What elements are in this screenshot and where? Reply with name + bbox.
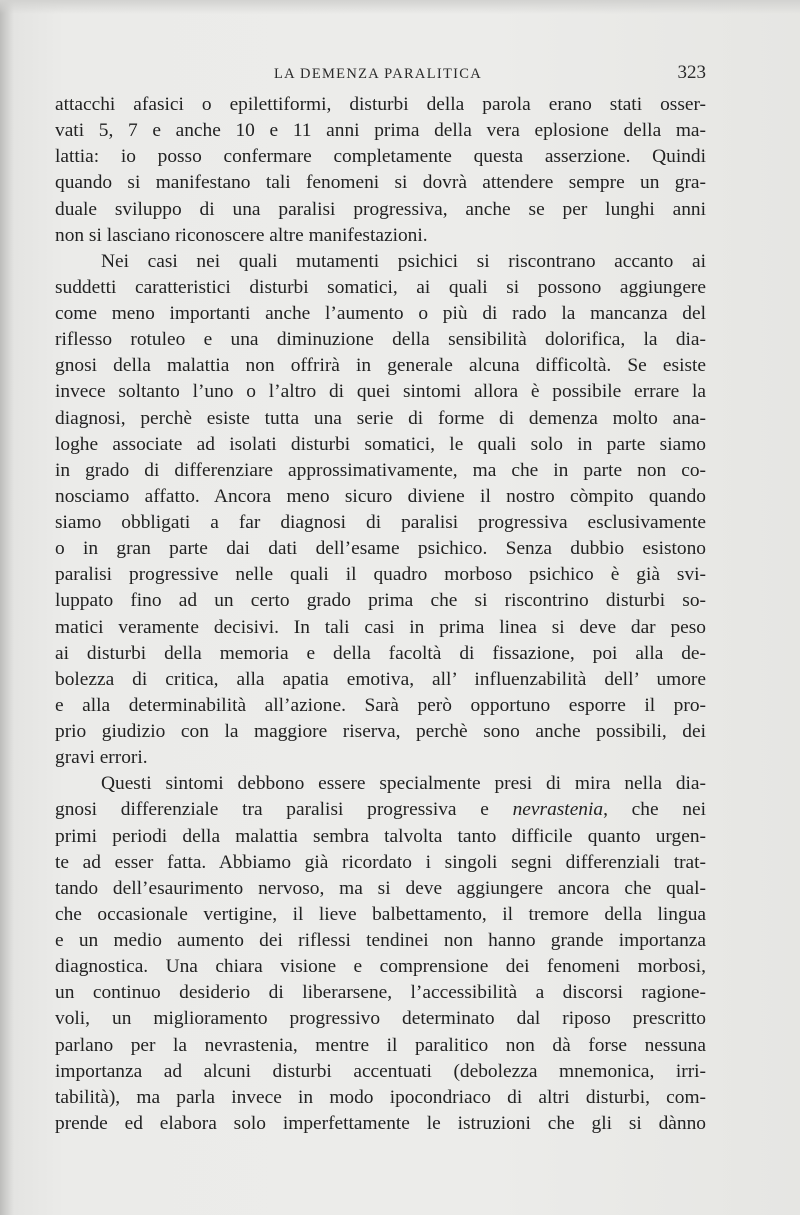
text-line: primi periodi della malattia sembra talvolta tanto difficile quanto urgen- — [55, 825, 706, 847]
text-line: non si lasciano riconoscere altre manifestazioni. — [55, 224, 428, 246]
text-line: te ad esser fatta. Abbiamo già ricordato i singoli segni differenziali trat- — [55, 851, 706, 873]
text-line: bolezza di critica, alla apatia emotiva, all’ influenzabilità dell’ umore — [55, 668, 706, 690]
text-line: invece soltanto l’uno o l’altro di quei sintomi allora è possibile errare la — [55, 381, 706, 403]
text-line: e un medio aumento dei riflessi tendinei non hanno grande importanza — [55, 930, 706, 951]
text-line: importanza ad alcuni disturbi accentuati (debolezza mnemonica, irri- — [55, 1060, 706, 1082]
text-line: quando si manifestano tali fenomeni si dovrà attendere sempre un gra- — [55, 172, 706, 194]
text-run: gnosi differenziale tra paralisi progressiva e — [55, 799, 513, 821]
paragraph-first-line: Questi sintomi debbono essere specialmente presi di mira nella dia- — [101, 773, 706, 795]
text-line: parlano per la nevrastenia, mentre il paralitico non dà forse nessuna — [55, 1034, 706, 1056]
text-line: diagnosi, perchè esiste tutta una serie di forme di demenza molto ana- — [55, 407, 706, 429]
text-line: gnosi della malattia non offrirà in generale alcuna difficoltà. Se esiste — [55, 355, 706, 377]
text-line: prende ed elabora solo imperfettamente le istruzioni che gli si dànno — [55, 1112, 706, 1134]
page-edge-shadow — [0, 0, 14, 1215]
text-line: siamo obbligati a far diagnosi di paralisi progressiva esclusivamente — [55, 512, 706, 533]
text-line: tando dell’esaurimento nervoso, ma si deve aggiungere ancora che qual- — [55, 877, 706, 899]
text-line: ai disturbi della memoria e della facoltà di fissazione, poi alla de- — [55, 642, 706, 664]
text-line: come meno importanti anche l’aumento o più di rado la mancanza del — [55, 303, 706, 324]
text-line: in grado di differenziare approssimativamente, ma che in parte non co- — [55, 459, 706, 481]
text-line: diagnostica. Una chiara visione e comprensione dei fenomeni morbosi, — [55, 956, 706, 978]
body-text — [55, 92, 706, 1137]
text-line: duale sviluppo di una paralisi progressiva, anche se per lunghi anni — [55, 198, 706, 220]
text-line: o in gran parte dai dati dell’esame psichico. Senza dubbio esistono — [55, 538, 706, 560]
text-line: tabilità), ma parla invece in modo ipocondriaco di altri disturbi, com- — [55, 1086, 706, 1108]
text-line: e alla determinabilità all’azione. Sarà però opportuno esporre il pro- — [55, 694, 706, 716]
text-line: prio giudizio con la maggiore riserva, perchè sono anche possibili, dei — [55, 721, 706, 742]
text-line: un continuo desiderio di liberarsene, l’accessibilità a discorsi ragione- — [55, 982, 706, 1004]
paragraph-first-line: Nei casi nei quali mutamenti psichici si riscontrano accanto ai — [101, 250, 706, 272]
text-line: loghe associate ad isolati disturbi somatici, le quali solo in parte siamo — [55, 433, 706, 455]
text-line: gravi errori. — [55, 747, 148, 769]
text-line: vati 5, 7 e anche 10 e 11 anni prima della vera eplosione della ma- — [55, 120, 706, 142]
text-line: nosciamo affatto. Ancora meno sicuro diviene il nostro còmpito quando — [55, 485, 706, 507]
page-number: 323 — [677, 62, 706, 83]
italic-term: nevrastenia — [512, 799, 604, 821]
text-line: riflesso rotuleo e una diminuzione della sensibilità dolorifica, la dia- — [55, 329, 706, 351]
page-header — [55, 62, 706, 86]
text-line: attacchi afasici o epilettiformi, disturbi della parola erano stati osser- — [55, 94, 706, 115]
text-line: voli, un miglioramento progressivo determinato dal riposo prescritto — [55, 1008, 706, 1030]
text-line: paralisi progressive nelle quali il quadro morboso psichico è già svi- — [55, 564, 706, 586]
text-line: che occasionale vertigine, il lieve balbettamento, il tremore della lingua — [55, 903, 706, 925]
text-line — [55, 797, 706, 823]
text-line: lattia: io posso confermare completamente questa asserzione. Quindi — [55, 146, 706, 168]
text-run: , che nei — [603, 799, 707, 821]
page-top-shadow — [0, 0, 800, 14]
text-line: matici veramente decisivi. In tali casi in prima linea si deve dar peso — [55, 616, 706, 638]
text-line: luppato fino ad un certo grado prima che si riscontrino disturbi so- — [55, 590, 706, 612]
text-line: suddetti caratteristici disturbi somatici, ai quali si possono aggiungere — [55, 276, 706, 298]
running-head: LA DEMENZA PARALITICA — [274, 66, 483, 82]
